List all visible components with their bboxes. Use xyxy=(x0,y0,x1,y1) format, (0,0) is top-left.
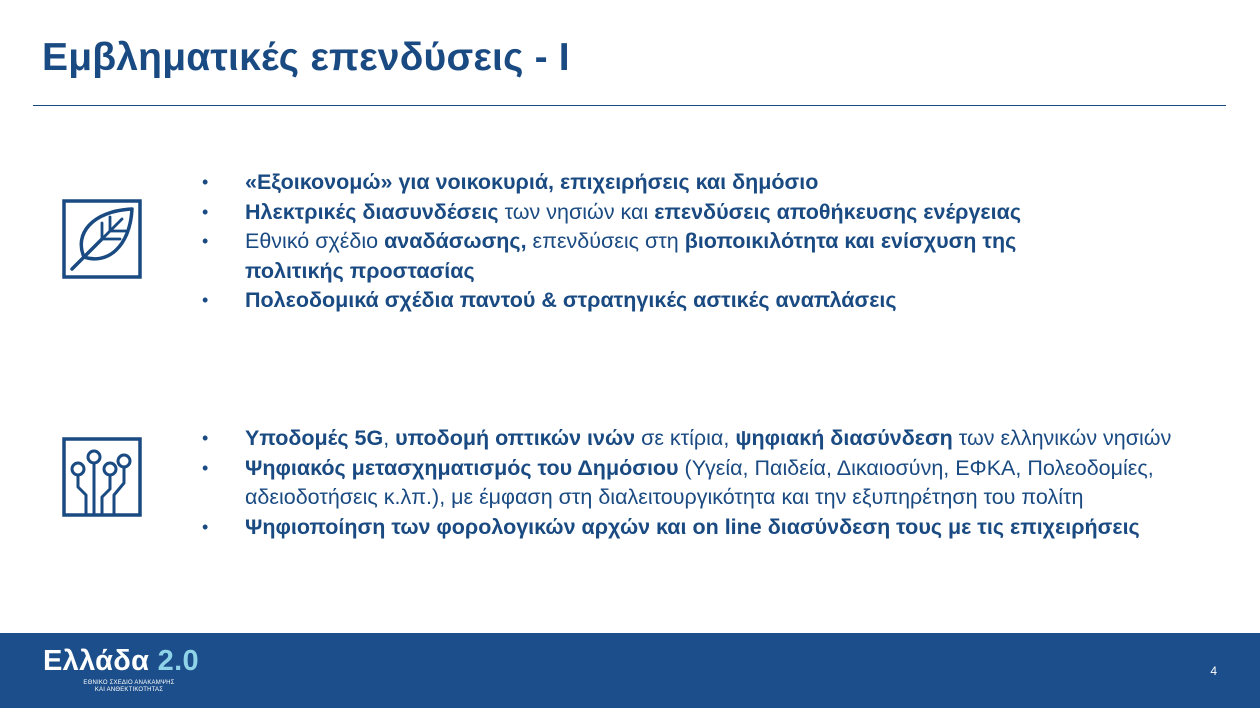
bullet-item xyxy=(200,424,1185,454)
bullet-text-run: Υποδομές 5G xyxy=(245,426,384,450)
bullet-marker: • xyxy=(202,516,209,537)
title-divider xyxy=(33,105,1226,106)
bullet-text-run: επενδύσεις αποθήκευσης ενέργειας xyxy=(654,199,1021,224)
bullet-item xyxy=(200,286,1120,316)
logo-subtitle-line1: ΕΘΝΙΚΟ ΣΧΕΔΙΟ ΑΝΑΚΑΜΨΗΣ xyxy=(83,680,175,686)
bullet-text-run: αναδάσωσης, xyxy=(384,229,527,253)
bullet-text-run: επενδύσεις στη xyxy=(526,229,685,253)
bullet-marker: • xyxy=(202,231,209,251)
bullet-text-run: Ηλεκτρικές διασυνδέσεις xyxy=(245,199,499,224)
bullet-item xyxy=(200,227,1120,286)
bullet-text-run: Εθνικό σχέδιο xyxy=(245,229,385,253)
bullet-item xyxy=(200,198,1120,228)
bullet-item xyxy=(200,454,1185,513)
bullet-text-run: υποδομή οπτικών ινών xyxy=(395,426,636,450)
bullet-marker: • xyxy=(202,172,209,192)
logo-subtitle xyxy=(64,680,194,694)
bullet-text-run: των νησιών και xyxy=(498,199,655,224)
bullet-marker: • xyxy=(202,428,209,448)
footer-bar xyxy=(0,633,1260,708)
bullet-text-run: , xyxy=(383,426,396,450)
bullet-text-run: σε κτίρια, xyxy=(635,426,736,450)
bullet-marker: • xyxy=(202,201,209,222)
logo xyxy=(43,645,199,678)
bullet-list-digital xyxy=(200,424,1185,542)
bullet-item xyxy=(200,513,1185,543)
bullet-text-run: (Υγεία, Παιδεία, Δικαιοσύνη, ΕΦΚΑ, Πολεοδομίες, αδειοδοτήσεις κ.λπ.), με έμφαση στη διαλειτουργικότητα και την εξυπηρέτηση του πολίτη xyxy=(245,455,1154,509)
bullet-text-run: Ψηφιοποίηση των φορολογικών αρχών και on line διασύνδεση τους με τις επιχειρήσεις xyxy=(245,514,1140,539)
logo-subtitle-line2: ΚΑΙ ΑΝΘΕΚΤΙΚΟΤΗΤΑΣ xyxy=(94,687,164,693)
bullet-marker: • xyxy=(202,290,209,310)
bullet-marker: • xyxy=(202,457,209,478)
logo-number: 2.0 xyxy=(157,645,199,677)
circuit-icon xyxy=(62,437,142,517)
bullet-list-energy xyxy=(200,168,1120,316)
bullet-text-run: των ελληνικών νησιών xyxy=(952,426,1172,450)
bullet-text-run: «Εξοικονομώ» για νοικοκυριά, επιχειρήσεις και δημόσιο xyxy=(245,170,819,194)
bullet-text-run: ψηφιακή διασύνδεση xyxy=(735,426,953,450)
bullet-text-run: Πολεοδομικά σχέδια παντού & στρατηγικές αστικές αναπλάσεις xyxy=(245,288,897,312)
bullet-text-run: Ψηφιακός μετασχηματισμός του Δημόσιου xyxy=(245,455,679,480)
logo-word: Ελλάδα xyxy=(43,645,150,677)
page-number: 4 xyxy=(1210,664,1217,678)
leaf-icon xyxy=(62,199,142,279)
slide-title: Εμβληματικές επενδύσεις - Ι xyxy=(42,36,570,79)
bullet-text-run: βιοποικιλότητα και ενίσχυση της πολιτικής προστασίας xyxy=(245,229,1017,283)
bullet-item xyxy=(200,168,1120,198)
